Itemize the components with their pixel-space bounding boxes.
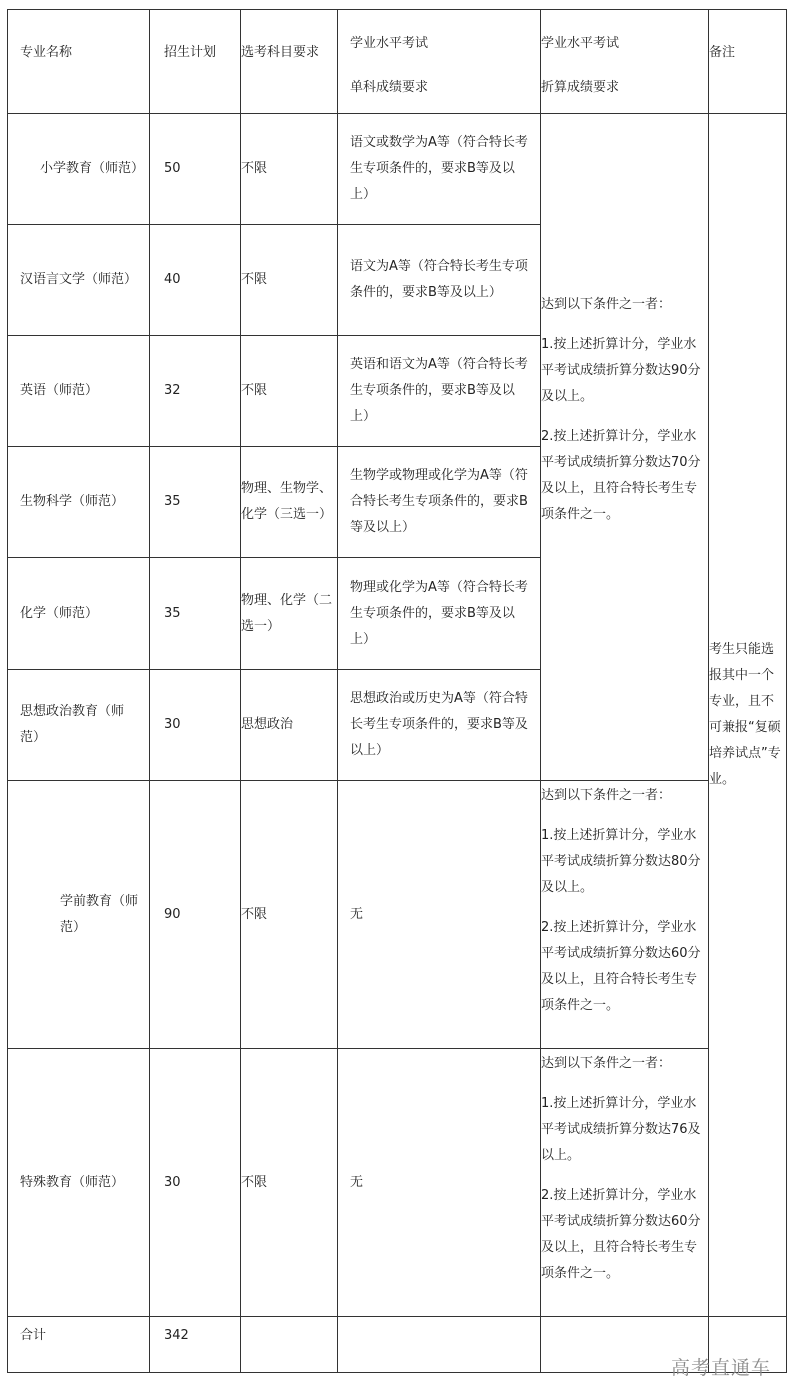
single-subject-requirement: 语文为A等（符合特长考生专项条件的，要求B等及以上） — [338, 225, 541, 336]
header-plan: 招生计划 — [150, 10, 241, 114]
plan-count: 30 — [150, 670, 241, 781]
total-plan: 342 — [150, 1317, 241, 1373]
condition-1: 1.按上述折算计分，学业水平考试成绩折算分数达76及以上。 — [541, 1096, 701, 1163]
condition-intro: 达到以下条件之一者： — [541, 788, 672, 803]
total-label: 合计 — [8, 1317, 150, 1373]
major-name: 思想政治教育（师范） — [8, 670, 150, 781]
single-subject-requirement: 无 — [338, 1049, 541, 1317]
subject-requirement: 物理、生物学、化学（三选一） — [241, 447, 338, 558]
table-row — [8, 114, 787, 225]
condition-2: 2.按上述折算计分，学业水平考试成绩折算分数达60分及以上，且符合特长考生专项条件之一。 — [541, 920, 701, 1013]
admissions-table — [7, 9, 787, 1373]
table-row — [8, 1049, 787, 1317]
subject-requirement: 不限 — [241, 225, 338, 336]
header-conv-line2: 折算成绩要求 — [541, 79, 620, 95]
single-subject-requirement: 英语和语文为A等（符合特长考生专项条件的，要求B等及以上） — [338, 336, 541, 447]
plan-count: 35 — [150, 447, 241, 558]
major-name: 英语（师范） — [8, 336, 150, 447]
major-name: 特殊教育（师范） — [8, 1049, 150, 1317]
header-converted — [541, 10, 709, 114]
plan-count: 35 — [150, 558, 241, 670]
header-single-line2: 单科成绩要求 — [350, 79, 429, 95]
major-name: 学前教育（师范） — [8, 781, 150, 1049]
subject-requirement: 不限 — [241, 114, 338, 225]
watermark-logo: 高考直通车 — [670, 1357, 771, 1379]
major-name: 小学教育（师范） — [8, 114, 150, 225]
plan-count: 32 — [150, 336, 241, 447]
single-subject-requirement: 语文或数学为A等（符合特长考生专项条件的，要求B等及以上） — [338, 114, 541, 225]
subject-requirement: 不限 — [241, 1049, 338, 1317]
condition-intro: 达到以下条件之一者： — [541, 1056, 672, 1071]
major-name: 化学（师范） — [8, 558, 150, 670]
single-subject-requirement: 物理或化学为A等（符合特长考生专项条件的，要求B等及以上） — [338, 558, 541, 670]
single-subject-requirement: 思想政治或历史为A等（符合特长考生专项条件的，要求B等及以上） — [338, 670, 541, 781]
total-row — [8, 1317, 787, 1373]
converted-requirement-group2 — [541, 781, 709, 1049]
plan-count: 90 — [150, 781, 241, 1049]
header-conv-line1: 学业水平考试 — [541, 35, 620, 51]
single-subject-requirement: 无 — [338, 781, 541, 1049]
table-row — [8, 781, 787, 1049]
header-major: 专业名称 — [8, 10, 150, 114]
subject-requirement: 不限 — [241, 336, 338, 447]
converted-requirement-group1 — [541, 114, 709, 781]
condition-2: 2.按上述折算计分，学业水平考试成绩折算分数达60分及以上，且符合特长考生专项条件之一。 — [541, 1188, 701, 1281]
plan-count: 30 — [150, 1049, 241, 1317]
header-note: 备注 — [709, 10, 787, 114]
condition-1: 1.按上述折算计分，学业水平考试成绩折算分数达80分及以上。 — [541, 828, 701, 895]
condition-1: 1.按上述折算计分，学业水平考试成绩折算分数达90分及以上。 — [541, 337, 701, 404]
note-cell — [709, 114, 787, 1317]
single-subject-requirement: 生物学或物理或化学为A等（符合特长考生专项条件的，要求B等及以上） — [338, 447, 541, 558]
header-subject-requirement: 选考科目要求 — [241, 10, 338, 114]
total-empty-single — [338, 1317, 541, 1373]
converted-requirement-group3 — [541, 1049, 709, 1317]
major-name: 生物科学（师范） — [8, 447, 150, 558]
subject-requirement: 不限 — [241, 781, 338, 1049]
major-name: 汉语言文学（师范） — [8, 225, 150, 336]
plan-count: 50 — [150, 114, 241, 225]
header-row — [8, 10, 787, 114]
total-empty-subject — [241, 1317, 338, 1373]
note-text: 考生只能选报其中一个专业，且不可兼报“复硕培养试点”专业。 — [709, 642, 781, 787]
subject-requirement: 思想政治 — [241, 670, 338, 781]
plan-count: 40 — [150, 225, 241, 336]
condition-2: 2.按上述折算计分，学业水平考试成绩折算分数达70分及以上，且符合特长考生专项条件之一。 — [541, 429, 701, 522]
header-single-line1: 学业水平考试 — [350, 35, 429, 51]
subject-requirement: 物理、化学（二选一） — [241, 558, 338, 670]
condition-intro: 达到以下条件之一者： — [541, 297, 672, 312]
header-single-subject — [338, 10, 541, 114]
